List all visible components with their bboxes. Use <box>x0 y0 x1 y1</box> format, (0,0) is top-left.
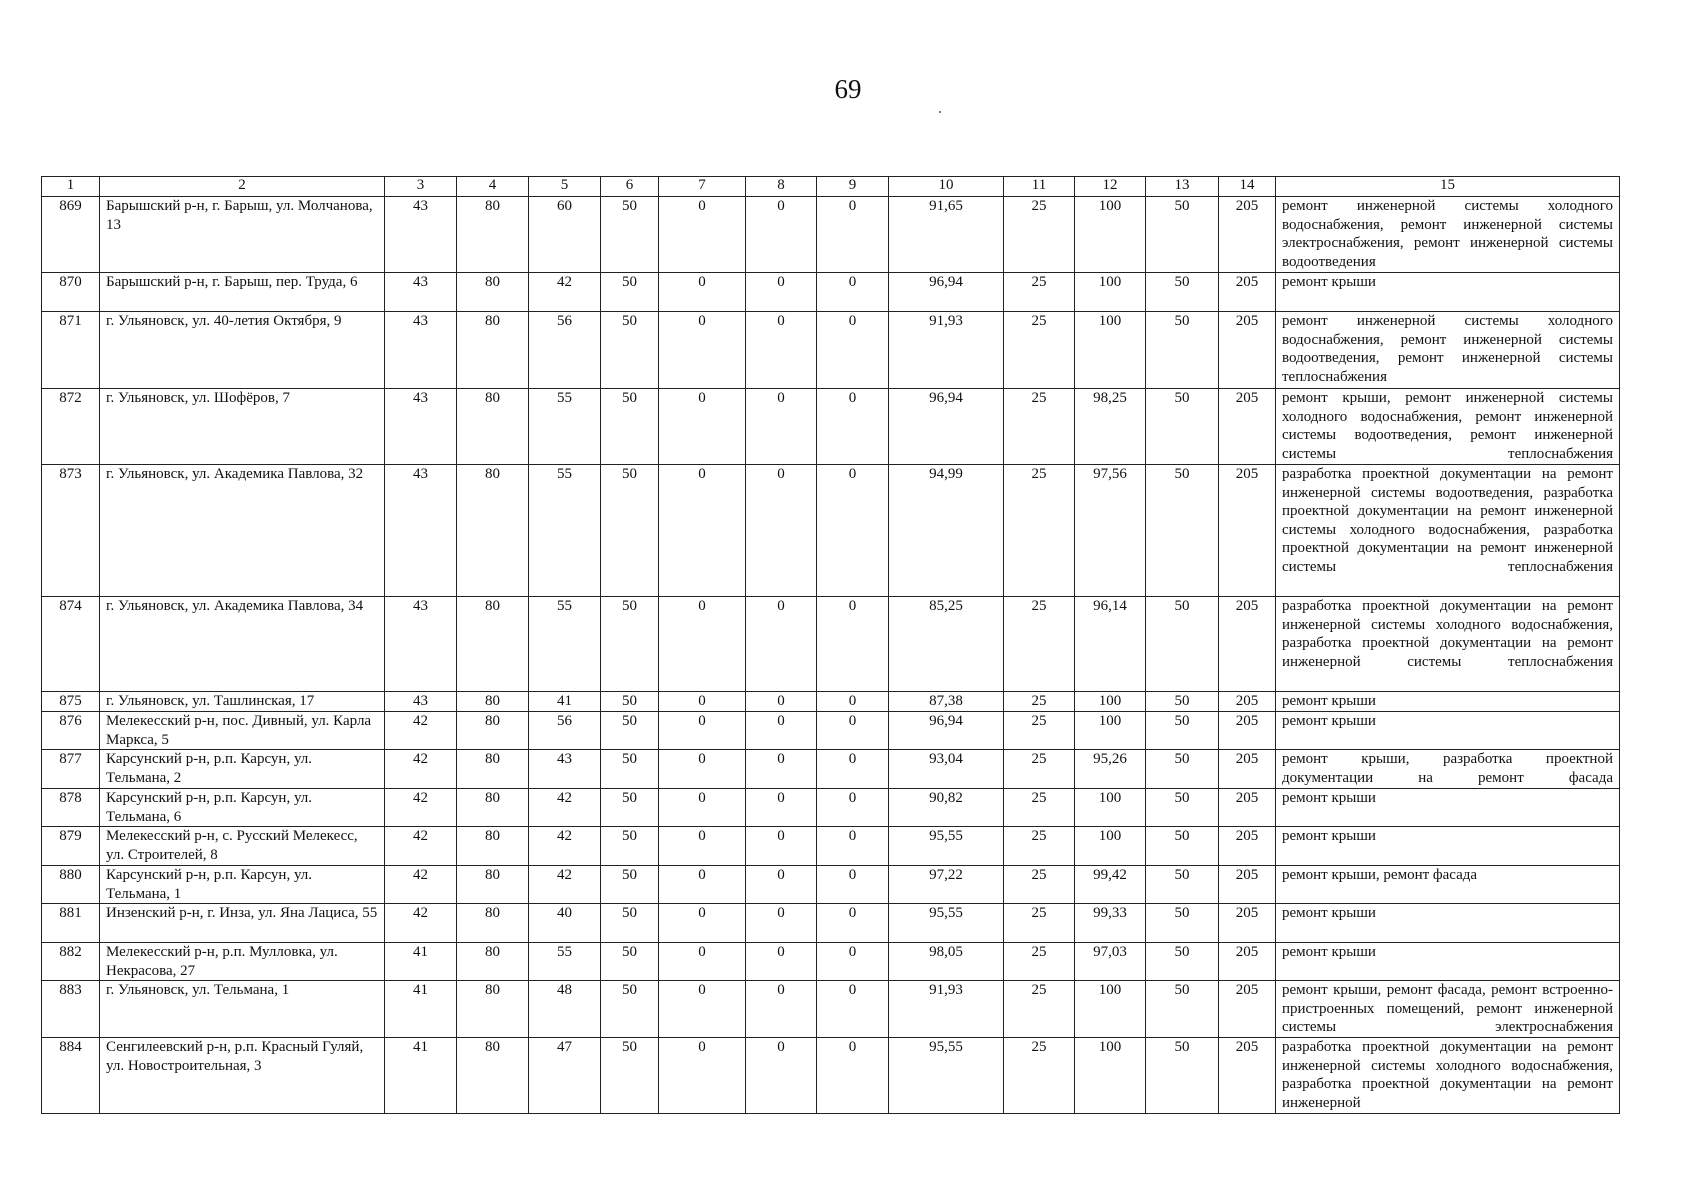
table-row <box>42 692 1620 712</box>
address-cell: Барышский р-н, г. Барыш, пер. Труда, 6 <box>100 273 385 312</box>
value-cell: 25 <box>1004 789 1075 827</box>
value-cell: 0 <box>817 273 889 312</box>
value-cell: 50 <box>1146 750 1219 789</box>
address-cell: Мелекесский р-н, р.п. Мулловка, ул. Некрасова, 27 <box>100 943 385 981</box>
value-cell: 100 <box>1075 712 1146 750</box>
address-cell: г. Ульяновск, ул. Академика Павлова, 34 <box>100 597 385 692</box>
table-row <box>42 273 1620 312</box>
value-cell: 41 <box>385 943 457 981</box>
value-cell: 50 <box>601 827 659 866</box>
value-cell: 0 <box>817 750 889 789</box>
value-cell: 0 <box>817 312 889 389</box>
value-cell: 91,65 <box>889 197 1004 273</box>
value-cell: 205 <box>1219 904 1276 943</box>
value-cell: 99,33 <box>1075 904 1146 943</box>
value-cell: 95,55 <box>889 827 1004 866</box>
value-cell: 0 <box>659 981 746 1038</box>
address-cell: г. Ульяновск, ул. Тельмана, 1 <box>100 981 385 1038</box>
value-cell: 205 <box>1219 789 1276 827</box>
value-cell: 55 <box>529 465 601 597</box>
header-cell: 5 <box>529 177 601 197</box>
value-cell: 0 <box>746 943 817 981</box>
value-cell: 42 <box>385 750 457 789</box>
header-row <box>42 177 1620 197</box>
value-cell: 50 <box>1146 1038 1219 1114</box>
row-number-cell: 884 <box>42 1038 100 1114</box>
value-cell: 25 <box>1004 750 1075 789</box>
value-cell: 0 <box>659 465 746 597</box>
value-cell: 91,93 <box>889 312 1004 389</box>
value-cell: 80 <box>457 943 529 981</box>
value-cell: 0 <box>746 692 817 712</box>
value-cell: 42 <box>385 904 457 943</box>
value-cell: 96,94 <box>889 712 1004 750</box>
value-cell: 25 <box>1004 465 1075 597</box>
value-cell: 205 <box>1219 312 1276 389</box>
value-cell: 0 <box>659 692 746 712</box>
value-cell: 100 <box>1075 273 1146 312</box>
header-cell: 12 <box>1075 177 1146 197</box>
header-cell: 6 <box>601 177 659 197</box>
value-cell: 43 <box>385 197 457 273</box>
value-cell: 93,04 <box>889 750 1004 789</box>
header-cell: 1 <box>42 177 100 197</box>
value-cell: 205 <box>1219 465 1276 597</box>
value-cell: 25 <box>1004 827 1075 866</box>
register-table <box>41 176 1620 1114</box>
table-row <box>42 389 1620 465</box>
value-cell: 50 <box>1146 943 1219 981</box>
value-cell: 99,42 <box>1075 866 1146 904</box>
page-number: 69 <box>834 74 862 104</box>
value-cell: 0 <box>817 465 889 597</box>
value-cell: 42 <box>385 712 457 750</box>
value-cell: 205 <box>1219 943 1276 981</box>
works-cell: ремонт крыши <box>1276 712 1620 750</box>
value-cell: 0 <box>659 866 746 904</box>
works-cell: разработка проектной документации на ремонт инженерной системы водоотведения, разработка проектной документации на ремонт инженерной системы холодного водоснабжения, разработка проектной документации на ремонт инженерной системы теплоснабжения <box>1276 465 1620 597</box>
value-cell: 0 <box>746 1038 817 1114</box>
table-row <box>42 904 1620 943</box>
value-cell: 50 <box>1146 789 1219 827</box>
header-cell: 4 <box>457 177 529 197</box>
value-cell: 96,94 <box>889 389 1004 465</box>
value-cell: 80 <box>457 712 529 750</box>
header-cell: 3 <box>385 177 457 197</box>
value-cell: 95,55 <box>889 1038 1004 1114</box>
value-cell: 47 <box>529 1038 601 1114</box>
value-cell: 42 <box>385 827 457 866</box>
address-cell: Карсунский р-н, р.п. Карсун, ул. Тельмана, 1 <box>100 866 385 904</box>
value-cell: 41 <box>529 692 601 712</box>
value-cell: 43 <box>385 273 457 312</box>
address-cell: г. Ульяновск, ул. Академика Павлова, 32 <box>100 465 385 597</box>
value-cell: 80 <box>457 866 529 904</box>
value-cell: 0 <box>817 1038 889 1114</box>
value-cell: 80 <box>457 465 529 597</box>
address-cell: г. Ульяновск, ул. 40-летия Октября, 9 <box>100 312 385 389</box>
value-cell: 0 <box>817 712 889 750</box>
value-cell: 87,38 <box>889 692 1004 712</box>
address-cell: Мелекесский р-н, пос. Дивный, ул. Карла Маркса, 5 <box>100 712 385 750</box>
value-cell: 25 <box>1004 904 1075 943</box>
value-cell: 80 <box>457 789 529 827</box>
value-cell: 100 <box>1075 692 1146 712</box>
value-cell: 0 <box>817 692 889 712</box>
row-number-cell: 882 <box>42 943 100 981</box>
value-cell: 0 <box>746 712 817 750</box>
value-cell: 50 <box>1146 712 1219 750</box>
works-cell: ремонт крыши <box>1276 692 1620 712</box>
value-cell: 80 <box>457 904 529 943</box>
value-cell: 40 <box>529 904 601 943</box>
value-cell: 95,55 <box>889 904 1004 943</box>
value-cell: 95,26 <box>1075 750 1146 789</box>
value-cell: 0 <box>746 597 817 692</box>
value-cell: 50 <box>1146 904 1219 943</box>
header-cell: 13 <box>1146 177 1219 197</box>
value-cell: 50 <box>1146 827 1219 866</box>
value-cell: 50 <box>601 789 659 827</box>
row-number-cell: 875 <box>42 692 100 712</box>
row-number-cell: 872 <box>42 389 100 465</box>
value-cell: 0 <box>746 273 817 312</box>
value-cell: 50 <box>601 197 659 273</box>
works-cell: ремонт инженерной системы холодного водоснабжения, ремонт инженерной системы электроснабжения, ремонт инженерной системы водоотведения <box>1276 197 1620 273</box>
works-cell: ремонт крыши <box>1276 904 1620 943</box>
value-cell: 80 <box>457 750 529 789</box>
value-cell: 43 <box>385 692 457 712</box>
value-cell: 50 <box>601 389 659 465</box>
value-cell: 0 <box>817 904 889 943</box>
value-cell: 55 <box>529 943 601 981</box>
value-cell: 0 <box>746 389 817 465</box>
value-cell: 50 <box>601 1038 659 1114</box>
value-cell: 80 <box>457 273 529 312</box>
row-number-cell: 876 <box>42 712 100 750</box>
works-cell: разработка проектной документации на ремонт инженерной системы холодного водоснабжения, разработка проектной документации на ремонт инженерной системы теплоснабжения <box>1276 597 1620 692</box>
value-cell: 0 <box>659 597 746 692</box>
value-cell: 48 <box>529 981 601 1038</box>
value-cell: 50 <box>601 943 659 981</box>
table-row <box>42 465 1620 597</box>
value-cell: 0 <box>817 389 889 465</box>
value-cell: 25 <box>1004 692 1075 712</box>
value-cell: 0 <box>817 866 889 904</box>
works-cell: ремонт инженерной системы холодного водоснабжения, ремонт инженерной системы водоотведения, ремонт инженерной системы теплоснабжения <box>1276 312 1620 389</box>
value-cell: 85,25 <box>889 597 1004 692</box>
value-cell: 100 <box>1075 789 1146 827</box>
value-cell: 0 <box>746 312 817 389</box>
value-cell: 96,14 <box>1075 597 1146 692</box>
address-cell: Мелекесский р-н, с. Русский Мелекесс, ул. Строителей, 8 <box>100 827 385 866</box>
value-cell: 0 <box>746 981 817 1038</box>
value-cell: 55 <box>529 597 601 692</box>
value-cell: 0 <box>817 943 889 981</box>
address-cell: Барышский р-н, г. Барыш, ул. Молчанова, 13 <box>100 197 385 273</box>
value-cell: 50 <box>601 465 659 597</box>
value-cell: 50 <box>1146 465 1219 597</box>
value-cell: 50 <box>1146 981 1219 1038</box>
value-cell: 0 <box>659 750 746 789</box>
value-cell: 0 <box>746 827 817 866</box>
value-cell: 80 <box>457 197 529 273</box>
value-cell: 80 <box>457 827 529 866</box>
value-cell: 55 <box>529 389 601 465</box>
value-cell: 25 <box>1004 312 1075 389</box>
value-cell: 80 <box>457 1038 529 1114</box>
value-cell: 80 <box>457 597 529 692</box>
value-cell: 0 <box>659 1038 746 1114</box>
value-cell: 98,05 <box>889 943 1004 981</box>
value-cell: 42 <box>385 866 457 904</box>
value-cell: 0 <box>659 312 746 389</box>
value-cell: 50 <box>601 597 659 692</box>
row-number-cell: 874 <box>42 597 100 692</box>
value-cell: 50 <box>601 312 659 389</box>
value-cell: 50 <box>1146 597 1219 692</box>
works-cell: ремонт крыши, ремонт инженерной системы холодного водоснабжения, ремонт инженерной системы водоотведения, ремонт инженерной системы теплоснабжения <box>1276 389 1620 465</box>
value-cell: 56 <box>529 312 601 389</box>
value-cell: 50 <box>601 866 659 904</box>
value-cell: 97,03 <box>1075 943 1146 981</box>
value-cell: 80 <box>457 692 529 712</box>
value-cell: 97,22 <box>889 866 1004 904</box>
value-cell: 100 <box>1075 312 1146 389</box>
row-number-cell: 883 <box>42 981 100 1038</box>
value-cell: 0 <box>659 904 746 943</box>
value-cell: 0 <box>659 827 746 866</box>
value-cell: 0 <box>817 827 889 866</box>
value-cell: 42 <box>385 789 457 827</box>
value-cell: 0 <box>817 981 889 1038</box>
address-cell: Карсунский р-н, р.п. Карсун, ул. Тельмана, 2 <box>100 750 385 789</box>
value-cell: 25 <box>1004 981 1075 1038</box>
row-number-cell: 871 <box>42 312 100 389</box>
value-cell: 43 <box>385 312 457 389</box>
works-cell: ремонт крыши, ремонт фасада <box>1276 866 1620 904</box>
table-row <box>42 712 1620 750</box>
value-cell: 25 <box>1004 943 1075 981</box>
header-cell: 9 <box>817 177 889 197</box>
value-cell: 205 <box>1219 827 1276 866</box>
row-number-cell: 869 <box>42 197 100 273</box>
table-row <box>42 1038 1620 1114</box>
value-cell: 100 <box>1075 197 1146 273</box>
value-cell: 98,25 <box>1075 389 1146 465</box>
value-cell: 25 <box>1004 866 1075 904</box>
table-row <box>42 197 1620 273</box>
value-cell: 205 <box>1219 750 1276 789</box>
table-row <box>42 312 1620 389</box>
row-number-cell: 877 <box>42 750 100 789</box>
works-cell: ремонт крыши <box>1276 943 1620 981</box>
table-row <box>42 597 1620 692</box>
value-cell: 100 <box>1075 1038 1146 1114</box>
header-cell: 11 <box>1004 177 1075 197</box>
value-cell: 50 <box>601 750 659 789</box>
value-cell: 42 <box>529 827 601 866</box>
works-cell: ремонт крыши <box>1276 789 1620 827</box>
value-cell: 41 <box>385 981 457 1038</box>
value-cell: 0 <box>659 197 746 273</box>
address-cell: г. Ульяновск, ул. Шофёров, 7 <box>100 389 385 465</box>
value-cell: 205 <box>1219 273 1276 312</box>
value-cell: 0 <box>746 789 817 827</box>
value-cell: 50 <box>601 904 659 943</box>
value-cell: 50 <box>601 981 659 1038</box>
table-row <box>42 789 1620 827</box>
header-cell: 10 <box>889 177 1004 197</box>
value-cell: 0 <box>746 197 817 273</box>
value-cell: 50 <box>601 712 659 750</box>
value-cell: 0 <box>659 712 746 750</box>
value-cell: 42 <box>529 866 601 904</box>
value-cell: 0 <box>659 389 746 465</box>
value-cell: 43 <box>385 465 457 597</box>
value-cell: 91,93 <box>889 981 1004 1038</box>
value-cell: 56 <box>529 712 601 750</box>
value-cell: 205 <box>1219 866 1276 904</box>
value-cell: 50 <box>1146 197 1219 273</box>
scan-speck <box>939 111 941 113</box>
value-cell: 80 <box>457 312 529 389</box>
table-row <box>42 750 1620 789</box>
address-cell: Карсунский р-н, р.п. Карсун, ул. Тельмана, 6 <box>100 789 385 827</box>
value-cell: 205 <box>1219 1038 1276 1114</box>
value-cell: 43 <box>529 750 601 789</box>
value-cell: 25 <box>1004 1038 1075 1114</box>
value-cell: 0 <box>817 197 889 273</box>
value-cell: 80 <box>457 981 529 1038</box>
value-cell: 0 <box>659 273 746 312</box>
value-cell: 205 <box>1219 197 1276 273</box>
value-cell: 205 <box>1219 712 1276 750</box>
table-row <box>42 943 1620 981</box>
value-cell: 25 <box>1004 389 1075 465</box>
value-cell: 25 <box>1004 273 1075 312</box>
header-cell: 14 <box>1219 177 1276 197</box>
row-number-cell: 870 <box>42 273 100 312</box>
value-cell: 90,82 <box>889 789 1004 827</box>
row-number-cell: 881 <box>42 904 100 943</box>
value-cell: 94,99 <box>889 465 1004 597</box>
works-cell: ремонт крыши, разработка проектной документации на ремонт фасада <box>1276 750 1620 789</box>
value-cell: 205 <box>1219 597 1276 692</box>
works-cell: ремонт крыши <box>1276 827 1620 866</box>
value-cell: 42 <box>529 273 601 312</box>
value-cell: 50 <box>601 273 659 312</box>
value-cell: 205 <box>1219 981 1276 1038</box>
value-cell: 41 <box>385 1038 457 1114</box>
table-row <box>42 981 1620 1038</box>
value-cell: 43 <box>385 597 457 692</box>
address-cell: Сенгилеевский р-н, р.п. Красный Гуляй, ул. Новостроительная, 3 <box>100 1038 385 1114</box>
value-cell: 0 <box>659 943 746 981</box>
value-cell: 100 <box>1075 827 1146 866</box>
value-cell: 80 <box>457 389 529 465</box>
value-cell: 25 <box>1004 712 1075 750</box>
header-cell: 7 <box>659 177 746 197</box>
header-cell: 15 <box>1276 177 1620 197</box>
value-cell: 50 <box>601 692 659 712</box>
value-cell: 60 <box>529 197 601 273</box>
row-number-cell: 878 <box>42 789 100 827</box>
value-cell: 0 <box>817 597 889 692</box>
row-number-cell: 879 <box>42 827 100 866</box>
value-cell: 100 <box>1075 981 1146 1038</box>
value-cell: 50 <box>1146 273 1219 312</box>
value-cell: 0 <box>817 789 889 827</box>
header-cell: 8 <box>746 177 817 197</box>
works-cell: ремонт крыши <box>1276 273 1620 312</box>
value-cell: 96,94 <box>889 273 1004 312</box>
value-cell: 0 <box>746 750 817 789</box>
value-cell: 42 <box>529 789 601 827</box>
table-row <box>42 866 1620 904</box>
value-cell: 0 <box>746 465 817 597</box>
value-cell: 0 <box>746 866 817 904</box>
value-cell: 25 <box>1004 197 1075 273</box>
value-cell: 97,56 <box>1075 465 1146 597</box>
value-cell: 50 <box>1146 692 1219 712</box>
value-cell: 205 <box>1219 692 1276 712</box>
header-cell: 2 <box>100 177 385 197</box>
value-cell: 0 <box>659 789 746 827</box>
value-cell: 50 <box>1146 389 1219 465</box>
table-row <box>42 827 1620 866</box>
works-cell: разработка проектной документации на ремонт инженерной системы холодного водоснабжения, разработка проектной документации на ремонт инженерной <box>1276 1038 1620 1114</box>
value-cell: 43 <box>385 389 457 465</box>
value-cell: 50 <box>1146 312 1219 389</box>
value-cell: 0 <box>746 904 817 943</box>
address-cell: г. Ульяновск, ул. Ташлинская, 17 <box>100 692 385 712</box>
row-number-cell: 880 <box>42 866 100 904</box>
address-cell: Инзенский р-н, г. Инза, ул. Яна Лациса, 55 <box>100 904 385 943</box>
value-cell: 50 <box>1146 866 1219 904</box>
value-cell: 205 <box>1219 389 1276 465</box>
value-cell: 25 <box>1004 597 1075 692</box>
row-number-cell: 873 <box>42 465 100 597</box>
works-cell: ремонт крыши, ремонт фасада, ремонт встроенно-пристроенных помещений, ремонт инженерной системы электроснабжения <box>1276 981 1620 1038</box>
